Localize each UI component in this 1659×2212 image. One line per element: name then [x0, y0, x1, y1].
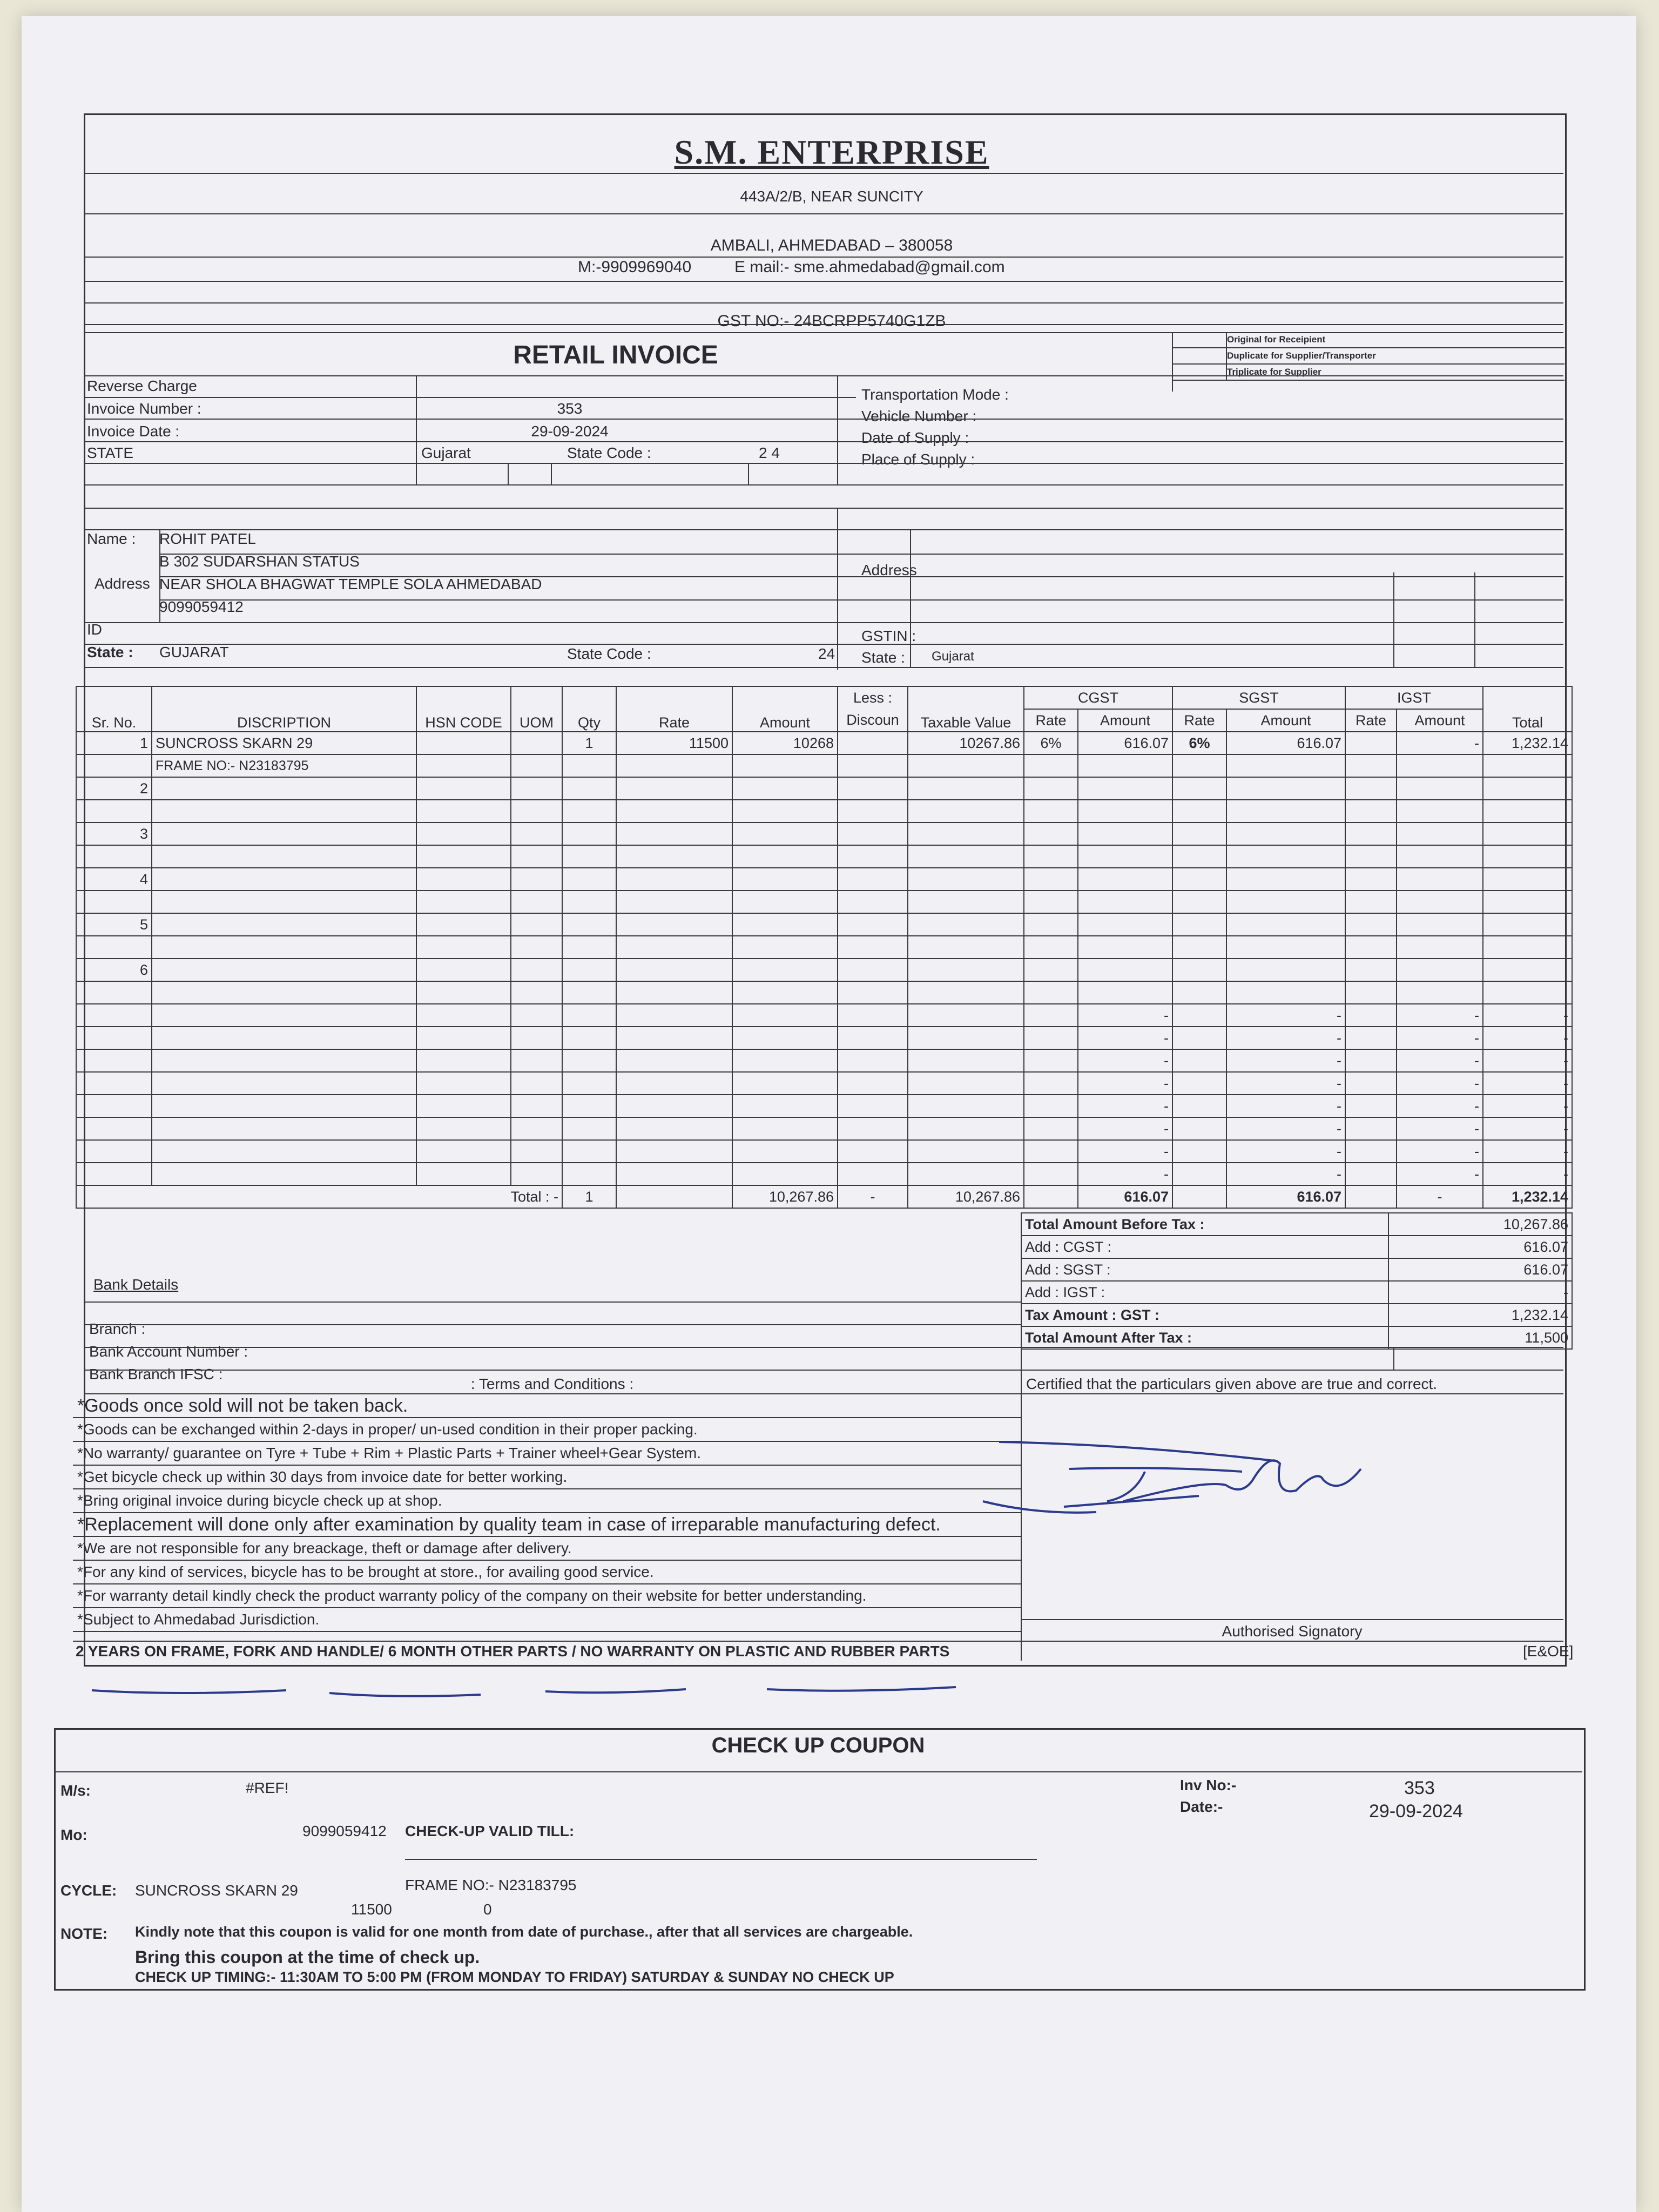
totals-taxable: 10,267.86: [908, 1185, 1024, 1208]
terms-item: *No warranty/ guarantee on Tyre + Tube + Rim + Plastic Parts + Trainer wheel+Gear System.: [73, 1442, 1021, 1466]
terms-item: *Bring original invoice during bicycle check up at shop.: [73, 1489, 1021, 1513]
col-taxable-value: Taxable Value: [908, 686, 1024, 732]
table-row: [76, 1027, 1572, 1049]
col-sgst-rate: Rate: [1172, 709, 1226, 732]
summary-value: 616.07: [1388, 1236, 1572, 1258]
customer-address-line2: NEAR SHOLA BHAGWAT TEMPLE SOLA AHMEDABAD: [159, 576, 542, 592]
customer-state-code: 24: [818, 645, 835, 662]
summary-row: [1021, 1326, 1572, 1349]
document-title: RETAIL INVOICE: [513, 341, 718, 369]
company-address-line1: 443A/2/B, NEAR SUNCITY: [740, 188, 923, 205]
table-row: [76, 800, 1572, 822]
dash-placeholder: -: [1226, 1004, 1345, 1027]
terms-list: [73, 1394, 1021, 1632]
summary-value: 616.07: [1388, 1258, 1572, 1281]
totals-row: [76, 1185, 1572, 1208]
col-less: Less :: [838, 686, 908, 709]
items-table: [76, 686, 1573, 1209]
shipping-state: Gujarat: [932, 649, 974, 664]
dash-placeholder: -: [1397, 1072, 1483, 1095]
col-igst-rate: Rate: [1345, 709, 1397, 732]
gst-number: GST NO:- 24BCRPP5740G1ZB: [717, 312, 946, 330]
summary-value: 10,267.86: [1388, 1213, 1572, 1236]
summary-label: Add : SGST :: [1021, 1258, 1388, 1281]
company-address-line2: AMBALI, AHMEDABAD – 380058: [710, 237, 953, 254]
table-row: [76, 936, 1572, 959]
tax-summary: [1021, 1212, 1573, 1350]
table-row: [76, 732, 1572, 754]
copy-triplicate: Triplicate for Supplier: [1173, 365, 1564, 381]
dash-placeholder: -: [1483, 1095, 1572, 1117]
dash-placeholder: -: [1078, 1072, 1172, 1095]
bank-account: Bank Account Number :: [89, 1343, 248, 1360]
coupon-note1: Kindly note that this coupon is valid for one month from date of purchase., after that all services are chargeable.: [135, 1924, 913, 1940]
coupon-mo: 9099059412: [302, 1823, 387, 1839]
table-row: [76, 1140, 1572, 1163]
item-sgst-amount: 616.07: [1226, 732, 1345, 754]
table-row: [76, 868, 1572, 891]
customer-phone: 9099059412: [159, 598, 244, 615]
col-cgst-rate: Rate: [1024, 709, 1078, 732]
summary-row: [1021, 1304, 1572, 1326]
terms-item: *Goods can be exchanged within 2-days in proper/ un-used condition in their proper packing.: [73, 1418, 1021, 1442]
dash-placeholder: -: [1483, 1072, 1572, 1095]
table-row: [76, 891, 1572, 913]
col-amount: Amount: [732, 686, 838, 732]
table-row: [76, 1004, 1572, 1027]
summary-row: [1021, 1213, 1572, 1236]
customer-address-line1: B 302 SUDARSHAN STATUS: [159, 553, 360, 570]
state-code-value: 2 4: [759, 444, 780, 461]
coupon-zero: 0: [483, 1901, 492, 1918]
copy-duplicate: Duplicate for Supplier/Transporter: [1173, 348, 1564, 365]
terms-item: *For any kind of services, bicycle has to be brought at store., for availing good service.: [73, 1561, 1021, 1584]
totals-cgst: 616.07: [1078, 1185, 1172, 1208]
totals-grand: 1,232.14: [1483, 1185, 1572, 1208]
bank-title: Bank Details: [93, 1276, 179, 1293]
dash-placeholder: -: [1397, 1004, 1483, 1027]
summary-label: Total Amount After Tax :: [1021, 1326, 1388, 1349]
dash-placeholder: -: [1397, 1117, 1483, 1140]
col-qty: Qty: [562, 686, 616, 732]
col-description: DISCRIPTION: [152, 686, 416, 732]
item-total: 1,232.14: [1483, 732, 1572, 754]
customer-section: [84, 508, 1563, 670]
item-qty: 1: [562, 732, 616, 754]
col-cgst: CGST: [1024, 686, 1172, 709]
table-row: [76, 845, 1572, 868]
totals-discount: -: [838, 1185, 908, 1208]
summary-row: [1021, 1281, 1572, 1304]
coupon-ms: #REF!: [246, 1779, 289, 1796]
coupon-note-label: NOTE:: [60, 1925, 108, 1942]
coupon-price: 11500: [351, 1901, 392, 1918]
table-row: [76, 981, 1572, 1004]
table-row: [76, 1163, 1572, 1185]
coupon-cycle: SUNCROSS SKARN 29: [135, 1882, 298, 1899]
customer-name-label: Name :: [87, 530, 136, 547]
invoice-date-label: Invoice Date :: [87, 423, 180, 440]
coupon-cycle-label: CYCLE:: [60, 1882, 117, 1899]
dash-placeholder: -: [1397, 1163, 1483, 1185]
dash-placeholder: -: [1483, 1049, 1572, 1072]
item-amount: 10268: [732, 732, 838, 754]
shipping-address-label: Address: [861, 562, 917, 578]
company-email: E mail:- sme.ahmedabad@gmail.com: [734, 258, 1005, 276]
invoice-number-label: Invoice Number :: [87, 400, 201, 417]
bank-ifsc: Bank Branch IFSC :: [89, 1366, 223, 1382]
coupon-inv: 353: [1404, 1778, 1435, 1798]
state-label: STATE: [87, 444, 134, 461]
dash-placeholder: -: [1397, 1095, 1483, 1117]
dash-placeholder: -: [1483, 1004, 1572, 1027]
summary-label: Add : CGST :: [1021, 1236, 1388, 1258]
col-cgst-amount: Amount: [1078, 709, 1172, 732]
place-of-supply-label: Place of Supply :: [861, 451, 975, 468]
company-name: S.M. ENTERPRISE: [674, 133, 989, 171]
table-row: [76, 1117, 1572, 1140]
col-discount: Discoun: [838, 709, 908, 732]
bank-section: [68, 1212, 1021, 1396]
reverse-charge-label: Reverse Charge: [87, 377, 197, 394]
terms-item: *For warranty detail kindly check the product warranty policy of the company on their website for better understanding.: [73, 1584, 1021, 1608]
summary-row: [1021, 1236, 1572, 1258]
dash-placeholder: -: [1226, 1072, 1345, 1095]
dash-placeholder: -: [1397, 1027, 1483, 1049]
terms-item: *We are not responsible for any breackage, theft or damage after delivery.: [73, 1537, 1021, 1561]
col-uom: UOM: [511, 686, 562, 732]
coupon-date: 29-09-2024: [1369, 1801, 1463, 1822]
totals-igst: -: [1397, 1185, 1483, 1208]
dash-placeholder: -: [1226, 1117, 1345, 1140]
summary-value: 11,500: [1388, 1326, 1572, 1349]
copy-original: Original for Receipient: [1173, 332, 1564, 348]
totals-sgst: 616.07: [1226, 1185, 1345, 1208]
col-total: Total: [1483, 686, 1572, 732]
state-value: Gujarat: [421, 444, 471, 461]
coupon-title: CHECK UP COUPON: [711, 1734, 925, 1757]
dash-placeholder: -: [1078, 1140, 1172, 1163]
dash-placeholder: -: [1226, 1095, 1345, 1117]
row-number: 5: [76, 913, 152, 936]
table-row: [76, 754, 1572, 777]
terms-item: *Subject to Ahmedabad Jurisdiction.: [73, 1608, 1021, 1632]
summary-row: [1021, 1258, 1572, 1281]
item-taxable-value: 10267.86: [908, 732, 1024, 754]
dash-placeholder: -: [1078, 1095, 1172, 1117]
authorised-signatory: Authorised Signatory: [1222, 1623, 1363, 1640]
invoice-info-section: [84, 375, 1563, 467]
state-code-label: State Code :: [567, 444, 651, 461]
invoice-date: 29-09-2024: [531, 423, 609, 440]
terms-item: *Replacement will done only after examination by quality team in case of irreparable manufacturing defect.: [73, 1513, 1021, 1537]
table-row: [76, 1072, 1572, 1095]
dash-placeholder: -: [1078, 1163, 1172, 1185]
item-description: SUNCROSS SKARN 29: [152, 732, 416, 754]
col-igst-amount: Amount: [1397, 709, 1483, 732]
coupon-valid-label: CHECK-UP VALID TILL:: [405, 1823, 575, 1839]
dash-placeholder: -: [1397, 1049, 1483, 1072]
table-row: [76, 1049, 1572, 1072]
col-igst: IGST: [1345, 686, 1483, 709]
table-row: [76, 822, 1572, 845]
table-row: [76, 959, 1572, 981]
dash-placeholder: -: [1226, 1049, 1345, 1072]
dash-placeholder: -: [1483, 1027, 1572, 1049]
customer-state-code-label: State Code :: [567, 645, 651, 662]
terms-title: : Terms and Conditions :: [470, 1375, 634, 1392]
item-sgst-rate: 6%: [1172, 732, 1226, 754]
item-igst-amount: -: [1397, 732, 1483, 754]
totals-qty: 1: [562, 1185, 616, 1208]
dash-placeholder: -: [1226, 1140, 1345, 1163]
col-sgst: SGST: [1172, 686, 1345, 709]
col-sgst-amount: Amount: [1226, 709, 1345, 732]
summary-label: Add : IGST :: [1021, 1281, 1388, 1304]
summary-value: 1,232.14: [1388, 1304, 1572, 1326]
invoice-number: 353: [557, 400, 583, 417]
coupon-note2: Bring this coupon at the time of check up.: [135, 1947, 480, 1967]
col-sr-no: Sr. No.: [76, 686, 152, 732]
dash-placeholder: -: [1483, 1140, 1572, 1163]
coupon-ms-label: M/s:: [60, 1782, 91, 1799]
bank-branch: Branch :: [89, 1320, 146, 1337]
totals-amount: 10,267.86: [732, 1185, 838, 1208]
customer-state: GUJARAT: [159, 644, 229, 660]
item-cgst-amount: 616.07: [1078, 732, 1172, 754]
customer-name: ROHIT PATEL: [159, 530, 256, 547]
table-row: [76, 913, 1572, 936]
shipping-state-label: State :: [861, 649, 905, 666]
coupon-date-label: Date:-: [1180, 1798, 1223, 1815]
row-number: 3: [76, 822, 152, 845]
item-rate: 11500: [616, 732, 732, 754]
dash-placeholder: -: [1078, 1117, 1172, 1140]
transport-mode-label: Transportation Mode :: [861, 386, 1009, 403]
customer-address-label: Address: [95, 575, 150, 592]
customer-state-label: State :: [87, 644, 133, 660]
dash-placeholder: -: [1078, 1004, 1172, 1027]
dash-placeholder: -: [1226, 1163, 1345, 1185]
date-of-supply-label: Date of Supply :: [861, 429, 969, 446]
coupon-inv-label: Inv No:-: [1180, 1777, 1237, 1793]
row-number: 2: [76, 777, 152, 800]
dash-placeholder: -: [1483, 1163, 1572, 1185]
signature-icon: [972, 1420, 1404, 1528]
table-row: [76, 777, 1572, 800]
summary-value: -: [1388, 1281, 1572, 1304]
vehicle-number-label: Vehicle Number :: [861, 408, 977, 424]
pen-underlines: [70, 1680, 988, 1701]
row-number: 4: [76, 868, 152, 891]
row-number: 6: [76, 959, 152, 981]
col-hsn-code: HSN CODE: [416, 686, 511, 732]
item-frame-number: FRAME NO:- N23183795: [152, 754, 416, 777]
dash-placeholder: -: [1483, 1117, 1572, 1140]
item-cgst-rate: 6%: [1024, 732, 1078, 754]
summary-label: Tax Amount : GST :: [1021, 1304, 1388, 1326]
company-mobile: M:-9909969040: [578, 258, 692, 276]
table-row: [76, 1095, 1572, 1117]
terms-item: *Goods once sold will not be taken back.: [73, 1394, 1021, 1418]
dash-placeholder: -: [1078, 1027, 1172, 1049]
coupon-mo-label: Mo:: [60, 1826, 87, 1843]
gstin-label: GSTIN :: [861, 628, 916, 644]
summary-label: Total Amount Before Tax :: [1021, 1213, 1388, 1236]
warranty-line: 2 YEARS ON FRAME, FORK AND HANDLE/ 6 MONTH OTHER PARTS / NO WARRANTY ON PLASTIC AND RUBBER PARTS: [76, 1643, 950, 1660]
totals-label: Total : -: [76, 1185, 562, 1208]
customer-id-label: ID: [87, 621, 102, 638]
eoe-label: [E&OE]: [1523, 1643, 1574, 1660]
certified-statement: Certified that the particulars given above are true and correct.: [1026, 1375, 1438, 1392]
dash-placeholder: -: [1226, 1027, 1345, 1049]
terms-item: *Get bicycle check up within 30 days from invoice date for better working.: [73, 1466, 1021, 1489]
dash-placeholder: -: [1397, 1140, 1483, 1163]
dash-placeholder: -: [1078, 1049, 1172, 1072]
coupon-frame: FRAME NO:- N23183795: [405, 1877, 577, 1893]
coupon-note3: CHECK UP TIMING:- 11:30AM TO 5:00 PM (FROM MONDAY TO FRIDAY) SATURDAY & SUNDAY NO CHECK UP: [135, 1969, 894, 1985]
item-sr: 1: [76, 732, 152, 754]
invoice-paper: [22, 16, 1636, 2212]
col-rate: Rate: [616, 686, 732, 732]
